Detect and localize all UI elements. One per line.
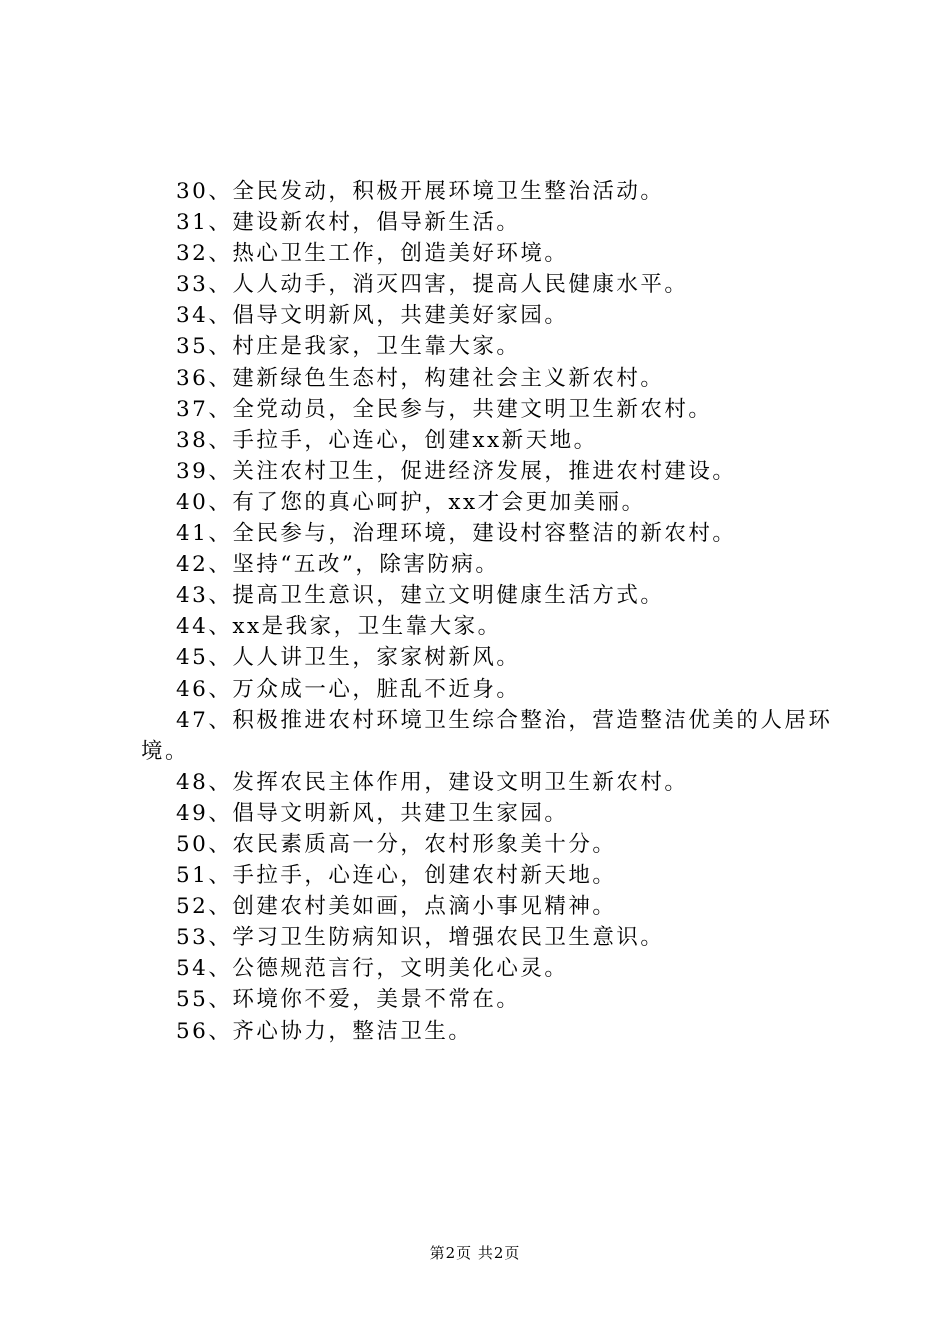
list-item: 46、万众成一心，脏乱不近身。 xyxy=(176,676,521,702)
list-item: 38、手拉手，心连心，创建xx新天地。 xyxy=(176,427,598,453)
slogan-list xyxy=(141,176,841,1047)
list-item: 42、坚持“五改”，除害防病。 xyxy=(176,552,500,578)
page-number-footer: 第2页 共2页 xyxy=(429,1244,521,1262)
list-item: 40、有了您的真心呵护，xx才会更加美丽。 xyxy=(176,489,646,515)
list-item: 30、全民发动，积极开展环境卫生整治活动。 xyxy=(176,179,665,204)
list-item: 43、提高卫生意识，建立文明健康生活方式。 xyxy=(176,583,665,609)
list-item: 47、积极推进农村环境卫生综合整治，营造整洁优美的人居环境。 xyxy=(141,707,833,764)
list-item: 36、建新绿色生态村，构建社会主义新农村。 xyxy=(176,365,665,391)
list-item: 45、人人讲卫生，家家树新风。 xyxy=(176,645,521,671)
list-item: 32、热心卫生工作，创造美好环境。 xyxy=(176,241,569,267)
document-body xyxy=(141,176,841,1047)
list-item: 31、建设新农村，倡导新生活。 xyxy=(176,210,521,236)
list-item: 48、发挥农民主体作用，建设文明卫生新农村。 xyxy=(176,769,689,795)
list-item: 50、农民素质高一分，农村形象美十分。 xyxy=(176,831,617,857)
list-item: 54、公德规范言行，文明美化心灵。 xyxy=(176,956,569,982)
list-item: 52、创建农村美如画，点滴小事见精神。 xyxy=(176,894,617,920)
list-item: 41、全民参与，治理环境，建设村容整洁的新农村。 xyxy=(176,521,737,547)
list-item: 33、人人动手，消灭四害，提高人民健康水平。 xyxy=(176,272,689,298)
list-item: 44、xx是我家，卫生靠大家。 xyxy=(176,614,502,640)
list-item: 37、全党动员，全民参与，共建文明卫生新农村。 xyxy=(176,396,713,422)
list-item: 34、倡导文明新风，共建美好家园。 xyxy=(176,303,569,329)
list-item: 51、手拉手，心连心，创建农村新天地。 xyxy=(176,863,617,889)
list-item: 55、环境你不爱，美景不常在。 xyxy=(176,987,521,1013)
list-item: 49、倡导文明新风，共建卫生家园。 xyxy=(176,800,569,826)
list-item: 39、关注农村卫生，促进经济发展，推进农村建设。 xyxy=(176,458,737,484)
list-item: 56、齐心协力，整洁卫生。 xyxy=(176,1018,473,1044)
list-item: 35、村庄是我家，卫生靠大家。 xyxy=(176,334,521,360)
list-item: 53、学习卫生防病知识，增强农民卫生意识。 xyxy=(176,925,665,951)
